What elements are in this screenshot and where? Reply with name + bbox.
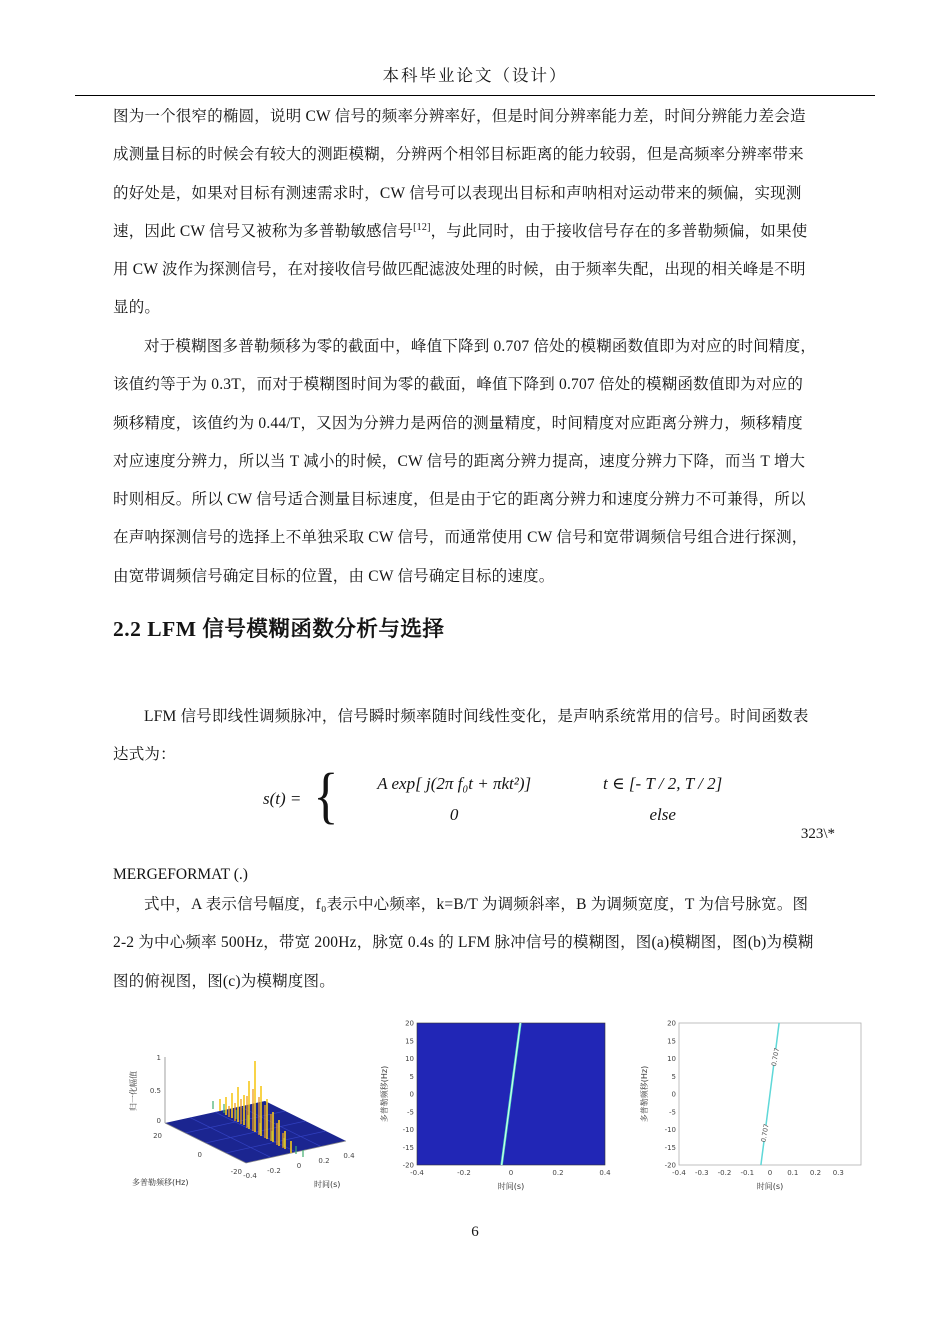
paragraph-formula-explanation [113,886,855,1001]
equation-number: 323\* [800,826,835,842]
x-tick-label: -0.3 [694,1169,709,1177]
x-tick-label: 0.2 [552,1169,564,1177]
equation-lhs: s(t) = [263,789,302,809]
case1-condition: t ∈ [- T / 2, T / 2] [603,774,723,794]
citation-marker: [12] [413,221,431,233]
x-tick-label: 0.1 [787,1169,799,1177]
figure-c-ambiguity-contour [633,1011,876,1203]
doppler-tick-label: 0 [197,1151,202,1159]
figure-c-canvas [633,1011,876,1203]
y-tick-label: 15 [667,1037,676,1046]
text-line: 频移精度，该值约为 0.44/T，又因为分辨力是两倍的测量精度，时间精度对应距离分辨力，频移精度 [113,414,803,432]
page-number: 6 [471,1224,479,1240]
text-line: 显的。 [113,299,161,317]
y-tick-label: 0 [409,1090,414,1099]
y-tick-label: 10 [667,1055,676,1063]
doppler-tick-label: -20 [230,1168,242,1176]
text-line: 时则相反。所以 CW 信号适合测量目标速度，但是由于它的距离分辨力和速度分辨力不可兼得，所以 [113,491,806,509]
header-title: 本科毕业论文（设计） [382,66,568,85]
equation-case-2 [345,802,740,827]
time-tick-label: 0.2 [318,1157,330,1165]
figure-c-y-axis-label: 多普勒频移(Hz) [640,1065,649,1123]
equation-cases [345,771,740,827]
header-rule [75,95,875,96]
z-tick-label: 1 [156,1054,161,1062]
text-line: 在声呐探测信号的选择上不单独采取 CW 信号，而通常使用 CW 信号和宽带调频信号组合进行探测， [113,529,808,547]
z-tick-label: 0 [156,1117,161,1125]
y-tick-label: 15 [405,1037,414,1046]
y-tick-label: -15 [402,1143,414,1152]
x-tick-label: -0.1 [740,1169,755,1177]
y-tick-label: -5 [407,1108,414,1117]
text-line: 式中，A 表示信号幅度，f₀表示中心频率，k=B/T 为调频斜率，B 为调频宽度，T 为信号脉宽。图 [144,896,809,913]
text-line: 2-2 为中心频率 500Hz，带宽 200Hz，脉宽 0.4s 的 LFM 脉冲信号的模糊图，图(a)模糊图，图(b)为模糊 [113,934,814,952]
y-tick-label: -20 [664,1161,676,1170]
figure-a-doppler-axis-label: 多普勒频移(Hz) [132,1178,189,1187]
paragraph-ambiguity-precision [113,328,855,596]
y-tick-label: -15 [664,1143,676,1152]
y-tick-label: 20 [667,1019,676,1028]
y-tick-label: -10 [402,1126,414,1134]
figure-a-ambiguity-3d [118,1011,366,1203]
time-tick-label: 0 [296,1162,302,1170]
x-tick-label: 0 [508,1169,514,1177]
case2-expression: 0 [449,805,459,825]
text-line: LFM 信号即线性调频脉冲，信号瞬时频率随时间线性变化，是声呐系统常用的信号。时间函数表 [144,708,809,725]
text-line: 该值约等于为 0.3T，而对于模糊图时间为零的截面，峰值下降到 0.707 倍处的模糊函数值即为对应的 [113,376,804,394]
y-tick-label: 0 [671,1090,676,1099]
x-tick-label: 0 [767,1169,773,1177]
text-line: 对于模糊图多普勒频移为零的截面中，峰值下降到 0.707 倍处的模糊函数值即为对应的时间精度， [144,338,817,355]
y-tick-label: -5 [669,1108,676,1117]
doppler-tick-label: 20 [153,1132,162,1140]
time-tick-label: -0.4 [243,1172,257,1180]
figure-c-x-axis-label: 时间(s) [756,1182,784,1191]
x-tick-label: -0.4 [410,1169,424,1177]
contour-value-label-upper: 0.707 [769,1047,782,1067]
x-tick-label: 0.4 [599,1169,611,1177]
time-tick-label: 0.4 [343,1152,355,1160]
text-segment: 速，因此 CW 信号又被称为多普勒敏感信号 [113,222,414,240]
figure-b-top-view [375,1011,623,1203]
figure-a-canvas [118,1011,366,1203]
figure-b-x-axis-label: 时间(s) [497,1182,525,1191]
y-tick-label: 5 [671,1072,676,1081]
y-tick-label: 20 [405,1019,414,1028]
contour-value-label-lower: 0.707 [759,1123,771,1143]
text-line: 的好处是，如果对目标有测速需求时，CW 信号可以表现出目标和声呐相对运动带来的频偏，实现测 [113,184,802,202]
figure-b-y-axis-label: 多普勒频移(Hz) [380,1065,389,1123]
figure-a-z-axis-label: 归一化幅值 [129,1071,138,1111]
cases-brace: { [313,762,339,830]
x-tick-label: -0.4 [672,1169,686,1177]
equation-case-1 [345,771,740,796]
paragraph-lfm-intro [113,698,855,775]
case1-expression: A exp[ j(2π f₀t + πkt²)] [377,774,532,794]
text-line: 图为一个很窄的椭圆，说明 CW 信号的频率分辨率好，但是时间分辨率能力差，时间分辨能力差会造 [113,108,806,125]
y-tick-label: 10 [405,1055,414,1063]
x-tick-label: 0.2 [809,1169,822,1177]
text-line: 成测量目标的时候会有较大的测距模糊，分辨两个相邻目标距离的能力较弱，但是高频率分辨率带来 [113,146,804,164]
mergeformat-field-text: MERGEFORMAT (.) [113,866,248,883]
text-line: 达式为： [113,746,176,764]
section-heading-2-2: 2.2 LFM 信号模糊函数分析与选择 [113,617,445,641]
text-line: 由宽带调频信号确定目标的位置，由 CW 信号确定目标的速度。 [113,567,555,585]
z-tick-label: 0.5 [149,1087,161,1095]
text-line: 用 CW 波作为探测信号，在对接收信号做匹配滤波处理的时候，由于频率失配，出现的相关峰是不明 [113,261,806,279]
x-tick-label: -0.2 [457,1169,471,1177]
text-segment: ，与此同时，由于接收信号存在的多普勒频偏，如果使 [430,222,808,240]
lfm-signal-equation [263,762,740,830]
y-tick-label: -10 [664,1126,676,1134]
paragraph-cw-discussion [113,98,855,328]
y-tick-label: 5 [409,1072,414,1081]
figure-b-canvas [375,1011,623,1203]
x-tick-label: -0.2 [717,1169,732,1177]
figure-a-time-axis-label: 时间(s) [314,1180,341,1189]
text-line [113,213,855,251]
y-tick-label: -20 [402,1161,414,1170]
text-line: 图的俯视图，图(c)为模糊度图。 [113,972,335,990]
text-line: 对应速度分辨力，所以当 T 减小的时候，CW 信号的距离分辨力提高，速度分辨力下降，而当 T 增大 [113,452,806,470]
case2-condition: else [649,805,676,825]
time-tick-label: -0.2 [267,1167,281,1175]
x-tick-label: 0.3 [832,1169,844,1177]
